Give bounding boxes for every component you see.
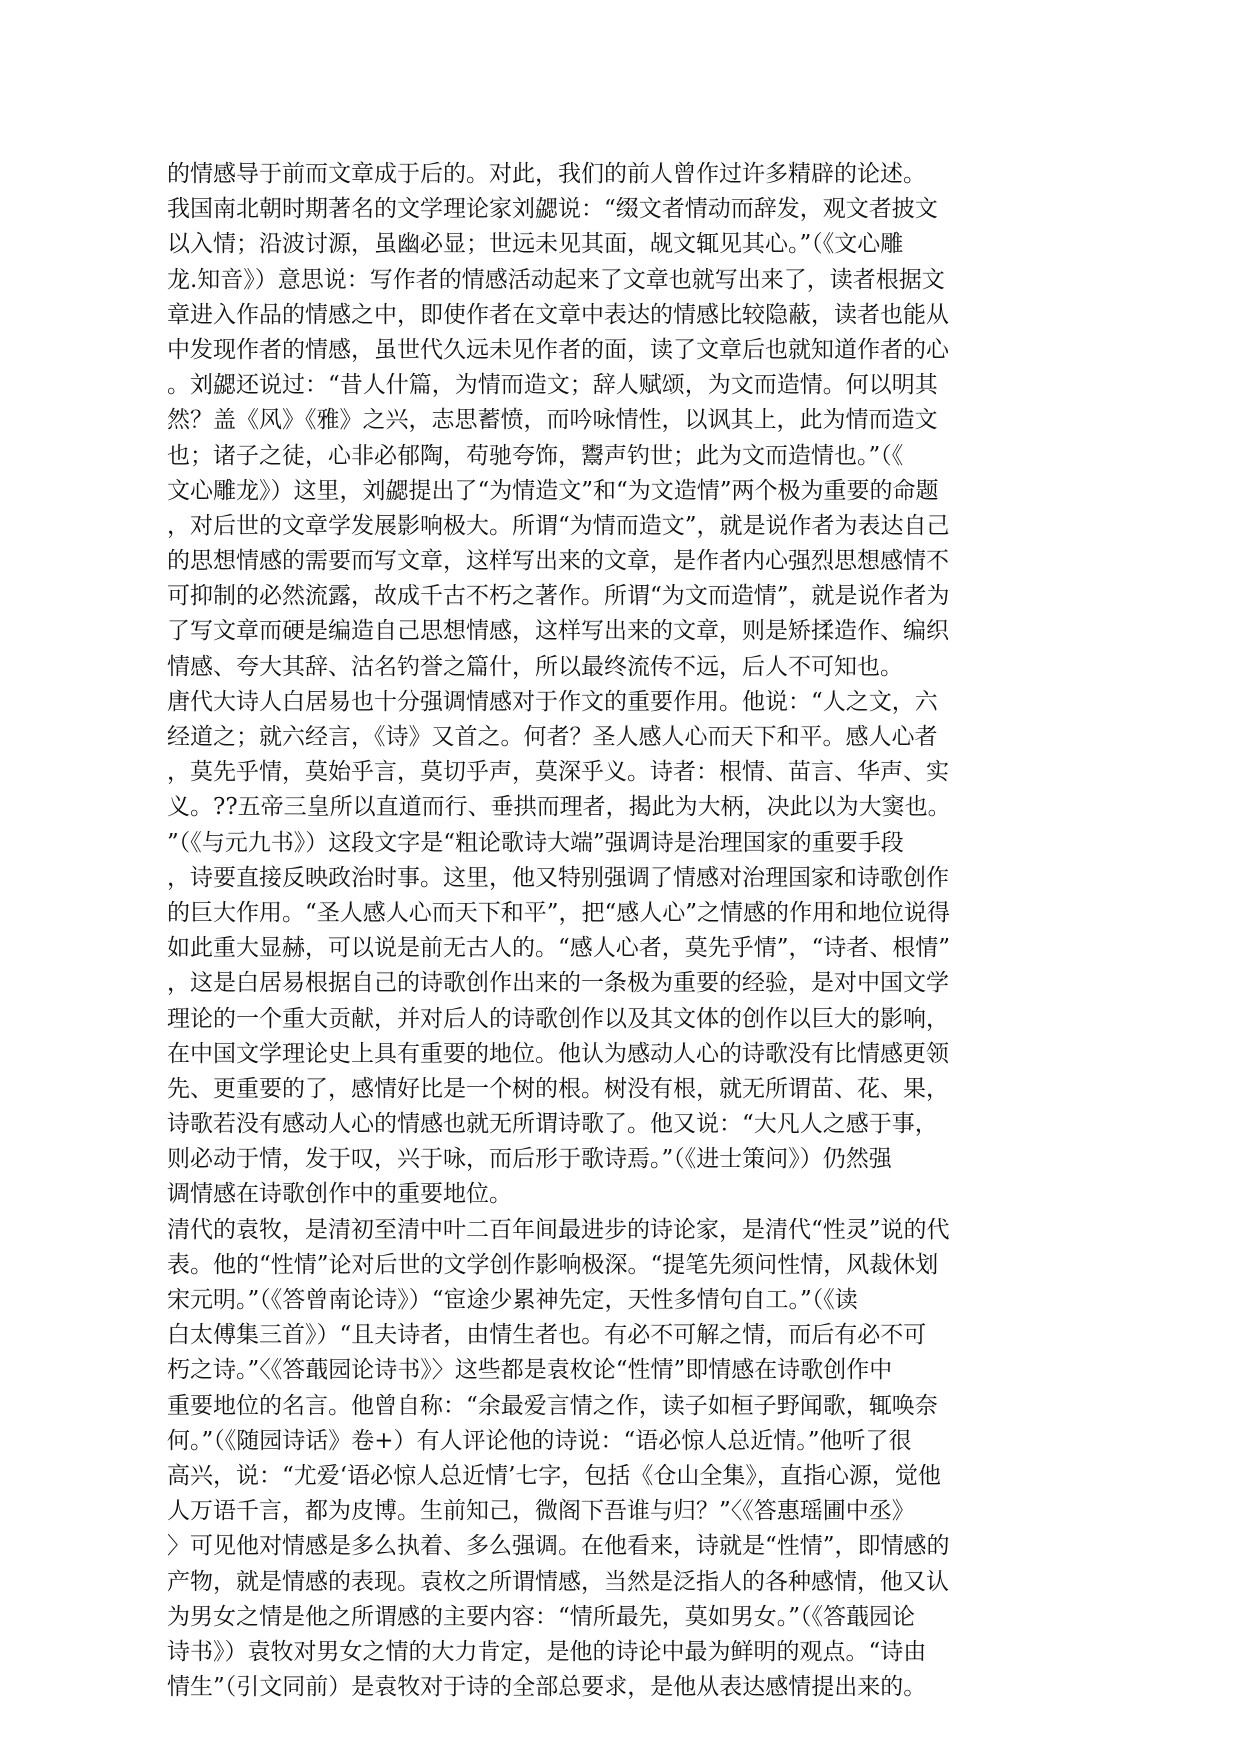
- text-line: 中发现作者的情感，虽世代久远未见作者的面，读了文章后也就知道作者的心: [167, 336, 949, 363]
- text-line: 文心雕龙》）这里，刘勰提出了“为情造文”和“为文造情”两个极为重要的命题: [167, 477, 939, 504]
- text-line: 高兴，说：“尤爱‘语必惊人总近情’七字，包括《仓山全集》，直指心源，觉他: [167, 1462, 941, 1489]
- text-line: ，诗要直接反映政治时事。这里，他又特别强调了情感对治理国家和诗歌创作: [167, 864, 949, 891]
- text-line: 诗歌若没有感动人心的情感也就无所谓诗歌了。他又说：“大凡人之感于事，: [167, 1111, 938, 1138]
- text-line: ，对后世的文章学发展影响极大。所谓“为情而造文”，就是说作者为表达自己: [167, 512, 950, 539]
- text-line: 在中国文学理论史上具有重要的地位。他认为感动人心的诗歌没有比情感更领: [167, 1040, 949, 1067]
- text-line: ”（《与元九书》）这段文字是“粗论歌诗大端”强调诗是治理国家的重要手段: [167, 829, 904, 856]
- text-line: 先、更重要的了，感情好比是一个树的根。树没有根，就无所谓苗、花、果，: [167, 1075, 949, 1102]
- text-line: ，莫先乎情，莫始乎言，莫切乎声，莫深乎义。诗者：根情、苗言、华声、实: [167, 759, 949, 786]
- text-line: 也；诸子之徒，心非必郁陶，苟驰夸饰，鬻声钓世；此为文而造情也。”（《: [167, 442, 904, 469]
- text-line: 龙.知音》）意思说：写作者的情感活动起来了文章也就写出来了，读者根据文: [167, 266, 945, 293]
- text-line: 我国南北朝时期著名的文学理论家刘勰说：“缀文者情动而辞发，观文者披文: [167, 196, 938, 223]
- text-line: 重要地位的名言。他曾自称：“余最爱言情之作，读子如桓子野闻歌，辄唤奈: [167, 1392, 938, 1419]
- text-line: 清代的袁牧，是清初至清中叶二百年间最进步的诗论家，是清代“性灵”说的代: [167, 1216, 950, 1243]
- text-line: 的情感导于前而文章成于后的。对此，我们的前人曾作过许多精辟的论述。: [167, 161, 926, 187]
- text-line: 。刘勰还说过：“昔人什篇，为情而造文；辞人赋颂，为文而造情。何以明其: [167, 372, 938, 399]
- text-line: 人万语千言，都为皮博。生前知己，微阁下吾谁与归？”〈《答惠瑶圃中丞》: [167, 1498, 915, 1525]
- text-line: 可抑制的必然流露，故成千古不朽之著作。所谓“为文而造情”，就是说作者为: [167, 583, 950, 610]
- text-line: 的思想情感的需要而写文章，这样写出来的文章，是作者内心强烈思想感情不: [167, 548, 949, 575]
- text-line: 义。??五帝三皇所以直道而行、垂拱而理者，揭此为大柄，决此以为大窦也。: [167, 794, 951, 821]
- text-line: 章进入作品的情感之中，即使作者在文章中表达的情感比较隐蔽，读者也能从: [167, 301, 949, 328]
- text-line: 情感、夸大其辞、沽名钓誉之篇什，所以最终流传不远，后人不可知也。: [167, 653, 903, 680]
- text-line: 〉可见他对情感是多么执着、多么强调。在他看来，诗就是“性情”，即情感的: [167, 1533, 950, 1560]
- text-line: 了写文章而硬是编造自己思想情感，这样写出来的文章，则是矫揉造作、编织: [167, 618, 949, 645]
- text-line: 经道之；就六经言，《诗》又首之。何者？圣人感人心而天下和平。感人心者: [167, 724, 938, 750]
- text-line: 如此重大显赫，可以说是前无古人的。“感人心者，莫先乎情”，“诗者、根情”: [167, 935, 951, 962]
- text-line: 为男女之情是他之所谓感的主要内容：“情所最先，莫如男女。”（《答蕺园论: [167, 1603, 916, 1630]
- body-text: [167, 157, 1047, 1705]
- text-line: 然？盖《风》《雅》之兴，志思蓄愤，而吟咏情性，以讽其上，此为情而造文: [167, 407, 938, 434]
- text-line: 诗书》）袁牧对男女之情的大力肯定，是他的诗论中最为鲜明的观点。“诗由: [167, 1638, 927, 1665]
- text-line: 以入情；沿波讨源，虽幽必显；世远未见其面，觇文辄见其心。”（《文心雕: [167, 231, 904, 258]
- text-line: 宋元明。”（《答曾南论诗》）“宦途少累神先定，天性多情句自工。”（《读: [167, 1287, 858, 1313]
- text-line: 的巨大作用。“圣人感人心而天下和平”，把“感人心”之情感的作用和地位说得: [167, 899, 951, 926]
- text-line: 理论的一个重大贡献，并对后人的诗歌创作以及其文体的创作以巨大的影响，: [167, 1005, 949, 1032]
- text-line: 朽之诗。”〈《答蕺园论诗书》〉这些都是袁枚论“性情”即情感在诗歌创作中: [167, 1357, 893, 1384]
- text-line: 则必动于情，发于叹，兴于咏，而后形于歌诗焉。”（《进士策问》）仍然强: [167, 1146, 892, 1173]
- text-line: ，这是白居易根据自己的诗歌创作出来的一条极为重要的经验，是对中国文学: [167, 970, 949, 997]
- text-line: 产物，就是情感的表现。袁枚之所谓情感，当然是泛指人的各种感情，他又认: [167, 1568, 949, 1595]
- text-line: 白太傅集三首》）“且夫诗者，由情生者也。有必不可解之情，而后有必不可: [167, 1322, 927, 1349]
- text-line: 情生”（引文同前）是袁牧对于诗的全部总要求，是他从表达感情提出来的。: [167, 1674, 927, 1701]
- text-line: 何。”（《随园诗话》卷+）有人评论他的诗说：“语必惊人总近情。”他听了很: [167, 1427, 912, 1454]
- text-line: 调情感在诗歌创作中的重要地位。: [167, 1181, 512, 1208]
- text-line: 表。他的“性情”论对后世的文学创作影响极深。“提笔先须问性情，风裁休划: [167, 1251, 939, 1278]
- text-line: 唐代大诗人白居易也十分强调情感对于作文的重要作用。他说：“人之文，六: [167, 688, 938, 715]
